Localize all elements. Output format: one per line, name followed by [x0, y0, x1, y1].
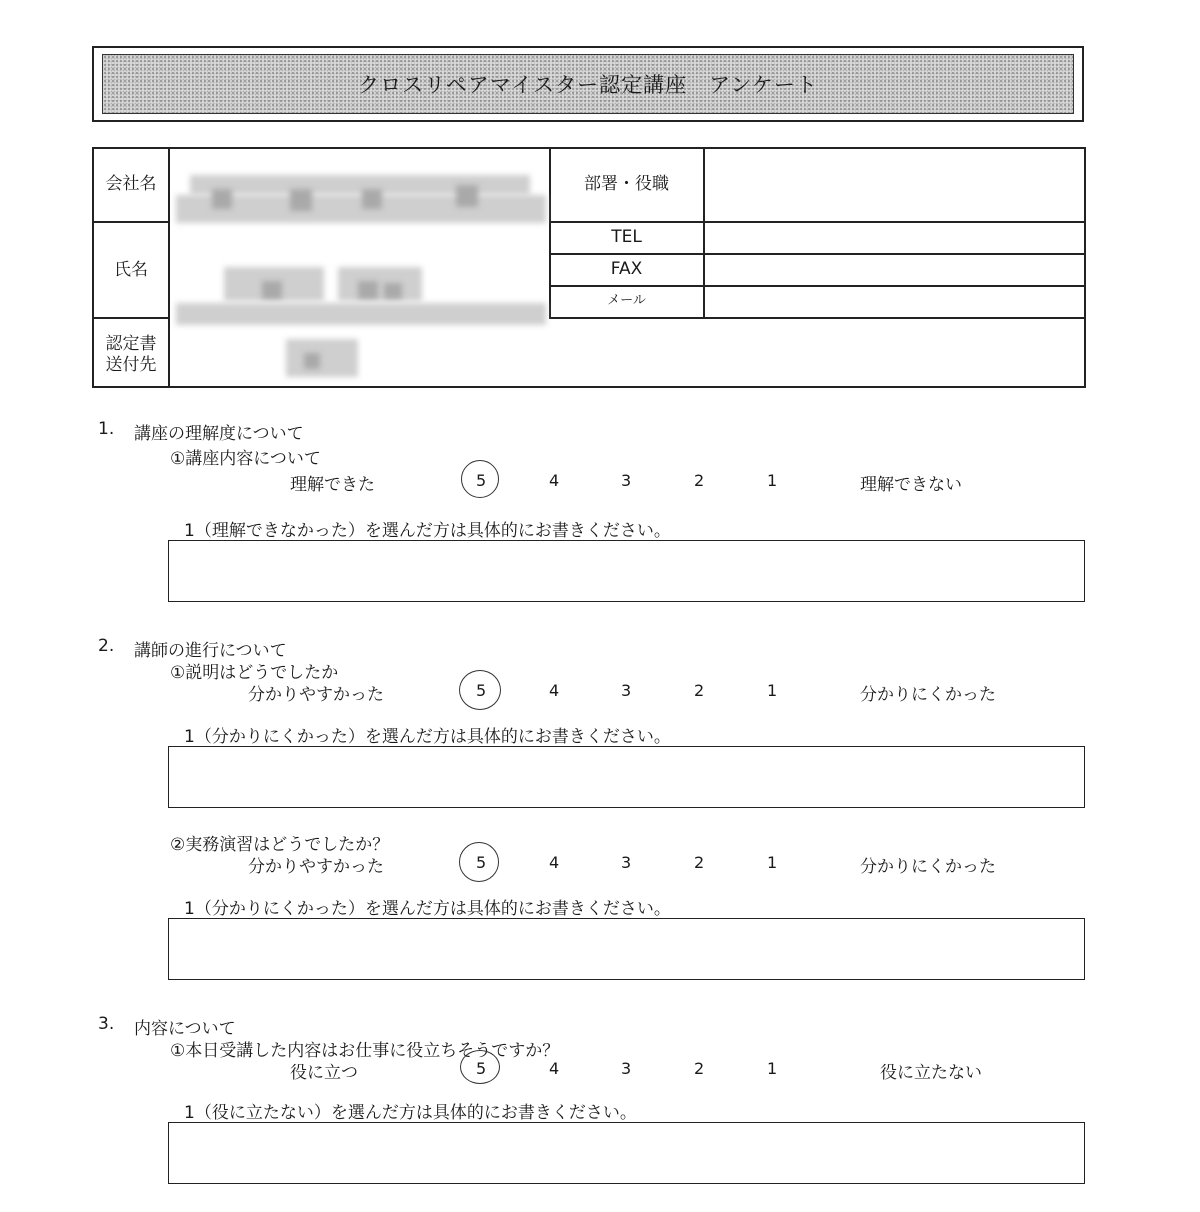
col-divider	[703, 149, 705, 317]
question-2-2-option-5[interactable]: 5	[476, 853, 487, 872]
question-3-1-negative-label: 役に立たない	[880, 1063, 982, 1083]
question-2-2-option-2[interactable]: 2	[694, 853, 705, 872]
question-2-1-positive-label: 分かりやすかった	[248, 685, 384, 705]
section-1-heading: 講座の理解度について	[134, 424, 304, 444]
question-1-1-option-3[interactable]: 3	[621, 471, 632, 490]
question-3-1-option-2[interactable]: 2	[694, 1059, 705, 1078]
question-2-2-selected-circle	[459, 842, 499, 882]
question-2-2-text: ②実務演習はどうでしたか？	[170, 835, 390, 855]
question-2-2-option-1[interactable]: 1	[767, 853, 778, 872]
fax-label: FAX	[610, 259, 643, 279]
title-frame	[92, 46, 1084, 122]
question-2-1-comment-box[interactable]	[168, 746, 1085, 808]
question-2-2-negative-label: 分かりにくかった	[860, 857, 996, 877]
question-1-1-option-2[interactable]: 2	[694, 471, 705, 490]
question-2-1-selected-circle	[459, 670, 501, 710]
company-label: 会社名	[105, 174, 157, 194]
section-2-number: 2.	[98, 636, 115, 656]
question-1-1-comment-prompt: 1（理解できなかった）を選んだ方は具体的にお書きください。	[184, 521, 671, 541]
question-3-1-selected-circle	[460, 1050, 500, 1084]
question-2-2-option-3[interactable]: 3	[621, 853, 632, 872]
row-divider	[549, 285, 1084, 287]
col-divider	[168, 149, 170, 386]
question-1-1-option-1[interactable]: 1	[767, 471, 778, 490]
question-2-1-option-1[interactable]: 1	[767, 681, 778, 700]
question-2-1-negative-label: 分かりにくかった	[860, 685, 996, 705]
question-3-1-positive-label: 役に立つ	[290, 1063, 358, 1083]
question-2-1-comment-prompt: 1（分かりにくかった）を選んだ方は具体的にお書きください。	[184, 727, 671, 747]
question-1-1-negative-label: 理解できない	[860, 475, 962, 495]
question-2-1-option-4[interactable]: 4	[549, 681, 560, 700]
department-label: 部署・役職	[584, 174, 669, 194]
row-divider	[549, 221, 1084, 223]
tel-label: TEL	[611, 227, 642, 247]
question-2-2-comment-box[interactable]	[168, 918, 1085, 980]
question-1-1-option-5[interactable]: 5	[476, 471, 487, 490]
question-1-1-option-4[interactable]: 4	[549, 471, 560, 490]
question-2-1-option-5[interactable]: 5	[476, 681, 487, 700]
question-2-2-comment-prompt: 1（分かりにくかった）を選んだ方は具体的にお書きください。	[184, 899, 671, 919]
question-1-1-comment-box[interactable]	[168, 540, 1085, 602]
mail-label: メール	[607, 293, 646, 308]
info-table	[92, 147, 1086, 388]
question-3-1-option-5[interactable]: 5	[476, 1059, 487, 1078]
question-2-1-option-3[interactable]: 3	[621, 681, 632, 700]
question-1-1-positive-label: 理解できた	[290, 475, 375, 495]
row-divider	[94, 221, 170, 223]
section-3-heading: 内容について	[134, 1019, 236, 1039]
section-2-heading: 講師の進行について	[134, 641, 287, 661]
question-2-1-option-2[interactable]: 2	[694, 681, 705, 700]
question-2-2-positive-label: 分かりやすかった	[248, 857, 384, 877]
destination-label-line1: 認定書	[105, 334, 157, 354]
survey-title: クロスリペアマイスター認定講座 アンケート	[102, 54, 1074, 114]
destination-label-line2: 送付先	[105, 355, 157, 375]
question-3-1-option-1[interactable]: 1	[767, 1059, 778, 1078]
question-3-1-option-4[interactable]: 4	[549, 1059, 560, 1078]
row-divider	[549, 317, 1084, 319]
question-3-1-option-3[interactable]: 3	[621, 1059, 632, 1078]
section-3-number: 3.	[98, 1014, 115, 1034]
name-label: 氏名	[114, 260, 148, 280]
question-1-1-text: ①講座内容について	[170, 449, 321, 469]
question-3-1-comment-box[interactable]	[168, 1122, 1085, 1184]
row-divider	[94, 317, 170, 319]
row-divider	[549, 253, 1084, 255]
question-1-1-selected-circle	[461, 460, 499, 498]
question-3-1-text: ①本日受講した内容はお仕事に役立ちそうですか？	[170, 1041, 560, 1061]
question-2-2-option-4[interactable]: 4	[549, 853, 560, 872]
question-3-1-comment-prompt: 1（役に立たない）を選んだ方は具体的にお書きください。	[184, 1103, 637, 1123]
question-2-1-text: ①説明はどうでしたか	[170, 663, 339, 683]
section-1-number: 1.	[98, 419, 115, 439]
